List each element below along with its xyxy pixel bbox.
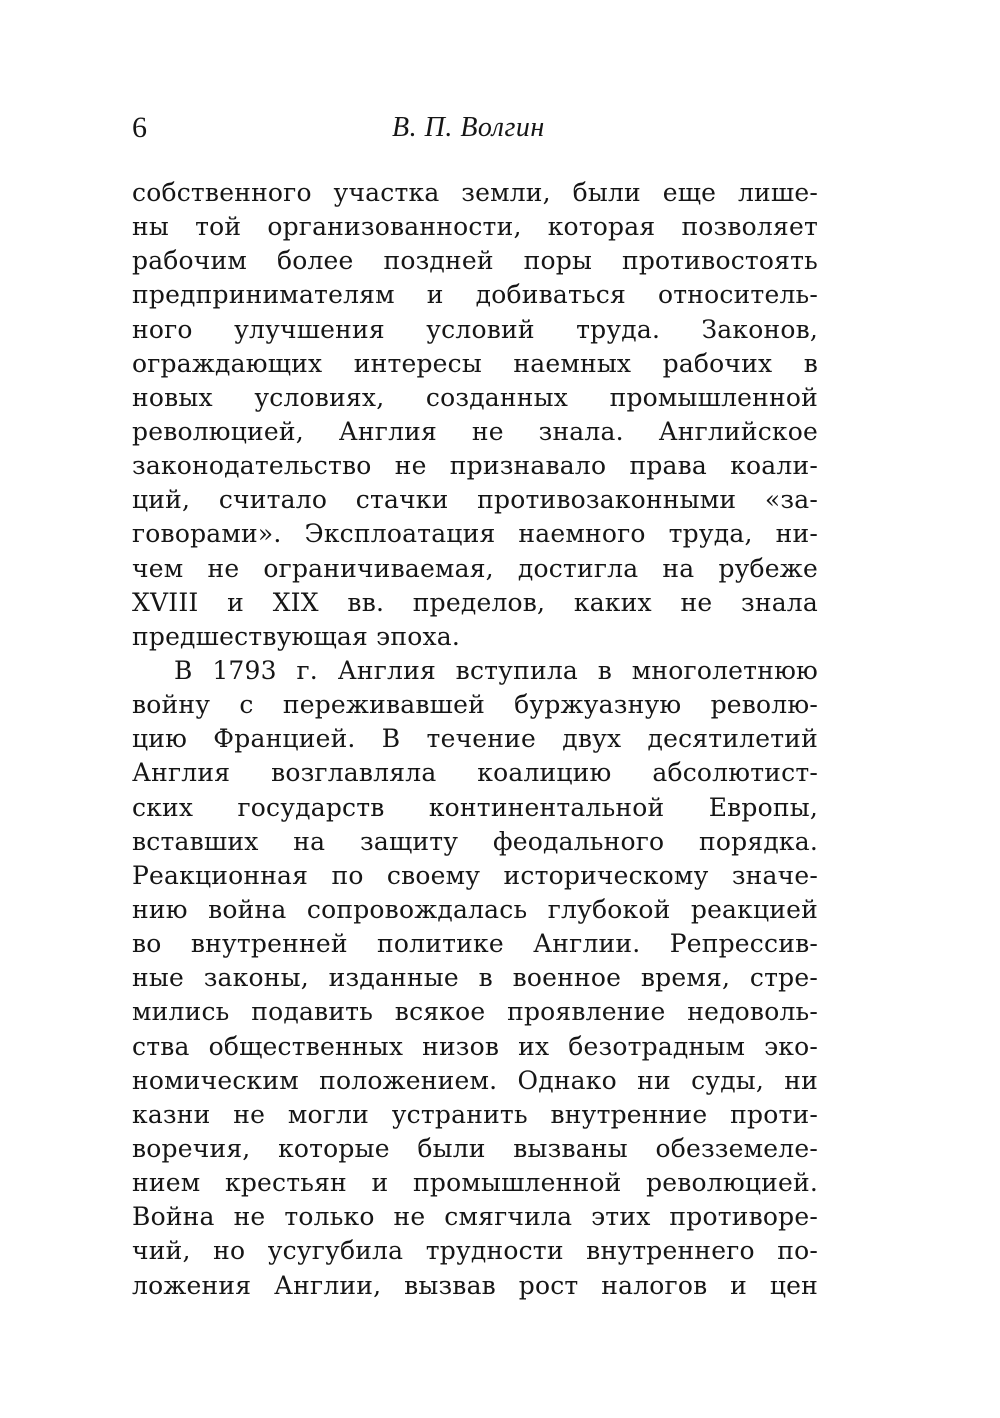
text-line: Война не только не смягчила этих противоре- [132,1202,818,1232]
text-line: нию война сопровождалась глубокой реакцией [132,894,818,924]
text-line: войну с переживавшей буржуазную револю- [132,690,818,720]
paragraph-1 [132,176,818,654]
text-line: ложения Англии, вызвав рост налогов и цен [132,1270,818,1300]
running-title: В. П. Волгин [392,112,545,143]
text-line: нием крестьян и промышленной революцией. [132,1168,818,1198]
body-text [132,176,818,1303]
text-line: чем не ограничиваемая, достигла на рубеже [132,553,818,583]
text-line: воречия, которые были вызваны обезземеле- [132,1133,818,1163]
text-line: Англия возглавляла коалицию абсолютист- [132,758,818,788]
paragraph-2 [132,654,818,1303]
text-line: ства общественных низов их безотрадным эко- [132,1031,818,1061]
text-line: мились подавить всякое проявление недоволь- [132,997,818,1027]
text-line: чий, но усугубила трудности внутреннего по- [132,1236,818,1266]
text-line: ций, считало стачки противозаконными «за- [132,485,818,515]
text-line: вставших на защиту феодального порядка. [132,826,818,856]
text-line: ны той организованности, которая позволяет [132,212,818,242]
text-line: ских государств континентальной Европы, [132,792,818,822]
text-line: рабочим более поздней поры противостоять [132,246,818,276]
text-line: собственного участка земли, были еще лише- [132,178,818,207]
text-line: казни не могли устранить внутренние проти- [132,1099,818,1129]
text-line: Реакционная по своему историческому значе- [132,860,818,890]
text-line: цию Францией. В течение двух десятилетий [132,724,818,754]
text-line: В 1793 г. Англия вступила в многолетнюю [174,655,818,685]
text-line: революцией, Англия не знала. Английское [132,416,818,446]
text-line: XVIII и XIX вв. пределов, каких не знала [132,587,818,617]
text-line: ограждающих интересы наемных рабочих в [132,348,818,378]
text-line: новых условиях, созданных промышленной [132,382,818,412]
text-line: законодательство не признавало права коали- [132,451,818,481]
text-line: предшествующая эпоха. [132,621,461,651]
running-head [132,108,822,148]
text-line: говорами». Эксплоатация наемного труда, ни- [132,519,818,549]
text-line: номическим положением. Однако ни суды, ни [132,1065,818,1095]
text-line: ные законы, изданные в военное время, стре- [132,963,818,993]
page-number: 6 [132,111,147,144]
text-line: предпринимателям и добиваться относитель- [132,280,818,310]
text-line: во внутренней политике Англии. Репрессив- [132,929,818,959]
text-line: ного улучшения условий труда. Законов, [132,314,818,344]
